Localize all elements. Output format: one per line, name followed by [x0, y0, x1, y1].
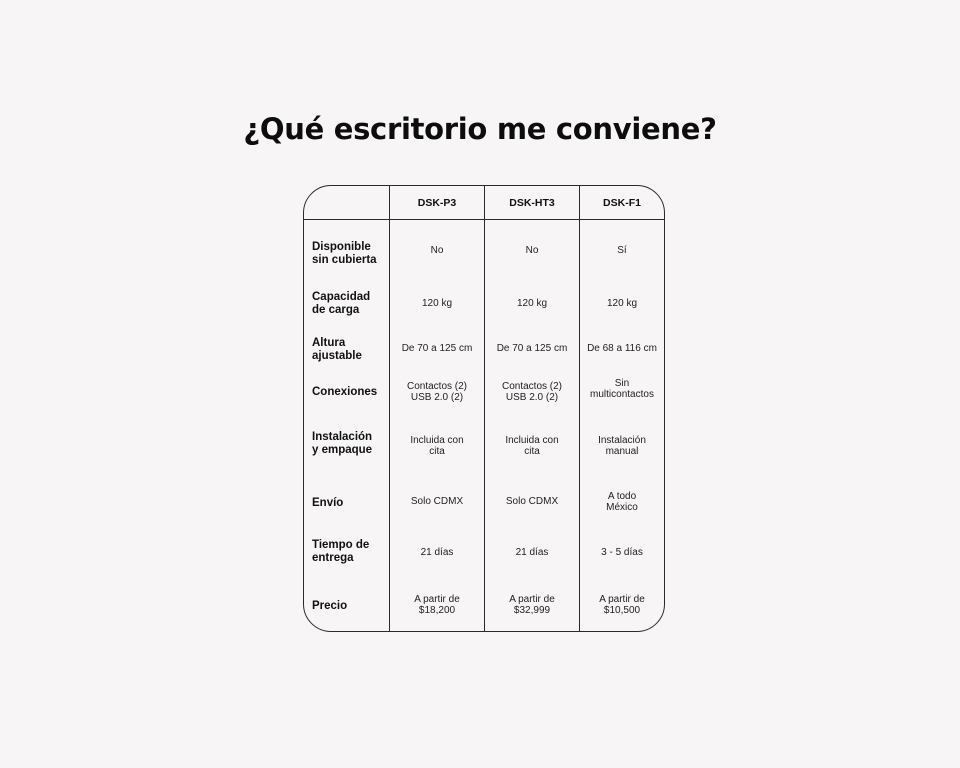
- cell-dsk-f1-altura: De 68 a 116 cm: [587, 343, 657, 355]
- cell-dsk-ht3-disponible: No: [525, 245, 539, 257]
- cell-dsk-f1-envio: A todo México: [606, 490, 638, 513]
- cell-dsk-p3-capacidad: 120 kg: [421, 298, 453, 310]
- row-label-instalacion: Instalación y empaque: [312, 431, 373, 456]
- row-label-capacidad: Capacidad de carga: [312, 291, 371, 316]
- row-label-disponible: Disponible sin cubierta: [312, 241, 377, 266]
- cell-dsk-ht3-conexiones: Contactos (2) USB 2.0 (2): [501, 380, 563, 403]
- column-header-dsk-f1: DSK-F1: [603, 196, 641, 209]
- cell-dsk-ht3-envio: Solo CDMX: [505, 496, 559, 508]
- row-label-envio: Envío: [312, 496, 344, 509]
- cell-dsk-p3-precio: A partir de $18,200: [414, 593, 460, 616]
- cell-dsk-p3-altura: De 70 a 125 cm: [401, 343, 473, 355]
- row-label-conexiones: Conexiones: [312, 385, 378, 398]
- cell-dsk-p3-envio: Solo CDMX: [410, 496, 464, 508]
- cell-dsk-f1-capacidad: 120 kg: [606, 298, 638, 310]
- row-label-tiempo: Tiempo de entrega: [312, 539, 370, 564]
- cell-dsk-ht3-capacidad: 120 kg: [516, 298, 548, 310]
- cell-dsk-f1-disponible: Sí: [617, 245, 627, 257]
- comparison-table: [303, 185, 665, 632]
- cell-dsk-ht3-precio: A partir de $32,999: [509, 593, 555, 616]
- cell-dsk-f1-tiempo: 3 - 5 días: [601, 547, 643, 559]
- page-title: ¿Qué escritorio me conviene?: [243, 112, 717, 146]
- cell-dsk-f1-conexiones: Sin multicontactos: [590, 377, 654, 400]
- column-header-dsk-ht3: DSK-HT3: [509, 196, 555, 209]
- cell-dsk-p3-instalacion: Incluida con cita: [410, 434, 464, 457]
- cell-dsk-f1-instalacion: Instalación manual: [598, 434, 646, 457]
- cell-dsk-ht3-instalacion: Incluida con cita: [505, 434, 559, 457]
- cell-dsk-p3-conexiones: Contactos (2) USB 2.0 (2): [406, 380, 468, 403]
- cell-dsk-ht3-tiempo: 21 días: [515, 547, 549, 559]
- cell-dsk-ht3-altura: De 70 a 125 cm: [496, 343, 568, 355]
- cell-dsk-p3-tiempo: 21 días: [420, 547, 454, 559]
- row-label-precio: Precio: [312, 599, 348, 612]
- column-header-dsk-p3: DSK-P3: [417, 196, 457, 209]
- cell-dsk-p3-disponible: No: [430, 245, 444, 257]
- row-label-altura: Altura ajustable: [312, 337, 362, 362]
- cell-dsk-f1-precio: A partir de $10,500: [599, 593, 645, 616]
